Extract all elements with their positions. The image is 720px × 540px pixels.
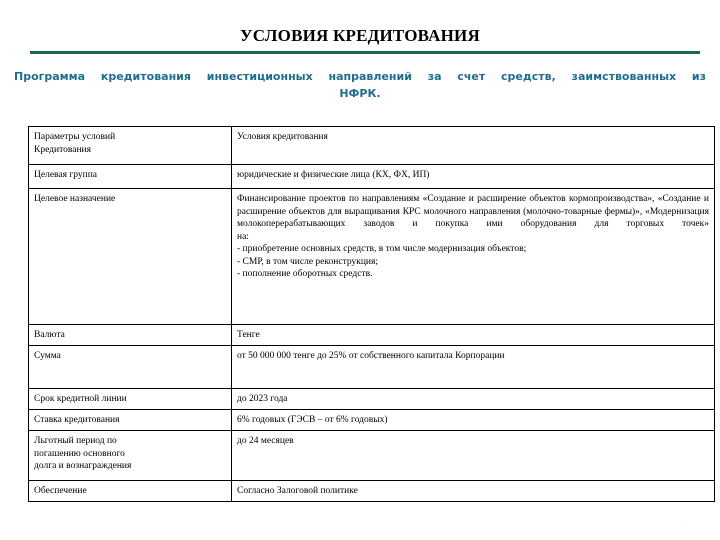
list-item: - пополнение оборотных средств. (237, 269, 373, 279)
row-value-credit-line-term: до 2023 года (232, 389, 715, 410)
list-item: - СМР, в том числе реконструкция; (237, 256, 379, 267)
slide-subtitle-line-1: Программа кредитования инвестиционных направлений за счет средств, заимствованных из (14, 70, 706, 83)
header-cell-conditions: Условия кредитования (232, 127, 715, 165)
slide-subtitle (14, 68, 706, 102)
table-row (29, 410, 715, 431)
slide-subtitle-line-2: НФРК. (339, 87, 381, 100)
row-label-target-group: Целевая группа (29, 165, 232, 189)
row-label-collateral: Обеспечение (29, 481, 232, 502)
page-title: УСЛОВИЯ КРЕДИТОВАНИЯ (240, 26, 480, 45)
row-label-amount: Сумма (29, 346, 232, 389)
table-row (29, 165, 715, 189)
title-divider-rule (30, 51, 700, 54)
table-header-row (29, 127, 715, 165)
row-value-currency: Тенге (232, 325, 715, 346)
row-label-purpose: Целевое назначение (29, 189, 232, 325)
table-row (29, 325, 715, 346)
table-row (29, 346, 715, 389)
row-label-grace-period (29, 431, 232, 481)
purpose-na-text: на: (237, 231, 249, 242)
row-label-currency: Валюта (29, 325, 232, 346)
table-row (29, 389, 715, 410)
header-cell-parameters (29, 127, 232, 165)
table-row (29, 431, 715, 481)
purpose-intro-text: Финансирование проектов по направлениям «Создание и расширение объектов кормопроизводства», «Создание и расширение объектов для выращивания КРС молочного направления (молочно-товарные фермы)», «Модернизация молокоперерабатывающих заводов и покупка ими оборудования для торговых точек» (237, 194, 709, 229)
page-number: 20 (683, 513, 698, 528)
row-label-credit-line-term: Срок кредитной линии (29, 389, 232, 410)
credit-conditions-table (28, 126, 715, 502)
table-row (29, 189, 715, 325)
row-value-target-group: юридические и физические лица (КХ, ФХ, ИП) (232, 165, 715, 189)
list-item: - приобретение основных средств, в том числе модернизация объектов; (237, 244, 527, 254)
purpose-items-list (237, 243, 709, 281)
grace-period-line-3: долга и вознаграждения (34, 461, 132, 471)
grace-period-line-1: Льготный период по (34, 436, 117, 446)
row-value-amount: от 50 000 000 тенге до 25% от собственного капитала Корпорации (232, 346, 715, 389)
header-parameters-line-1: Параметры условий (34, 132, 116, 142)
row-value-collateral: Согласно Залоговой политике (232, 481, 715, 502)
header-parameters-line-2: Кредитования (34, 144, 91, 155)
row-value-interest-rate: 6% годовых (ГЭСВ – от 6% годовых) (232, 410, 715, 431)
grace-period-line-2: погашению основного (34, 448, 125, 459)
row-label-interest-rate: Ставка кредитования (29, 410, 232, 431)
row-value-purpose (232, 189, 715, 325)
table-row (29, 481, 715, 502)
row-value-grace-period: до 24 месяцев (232, 431, 715, 481)
